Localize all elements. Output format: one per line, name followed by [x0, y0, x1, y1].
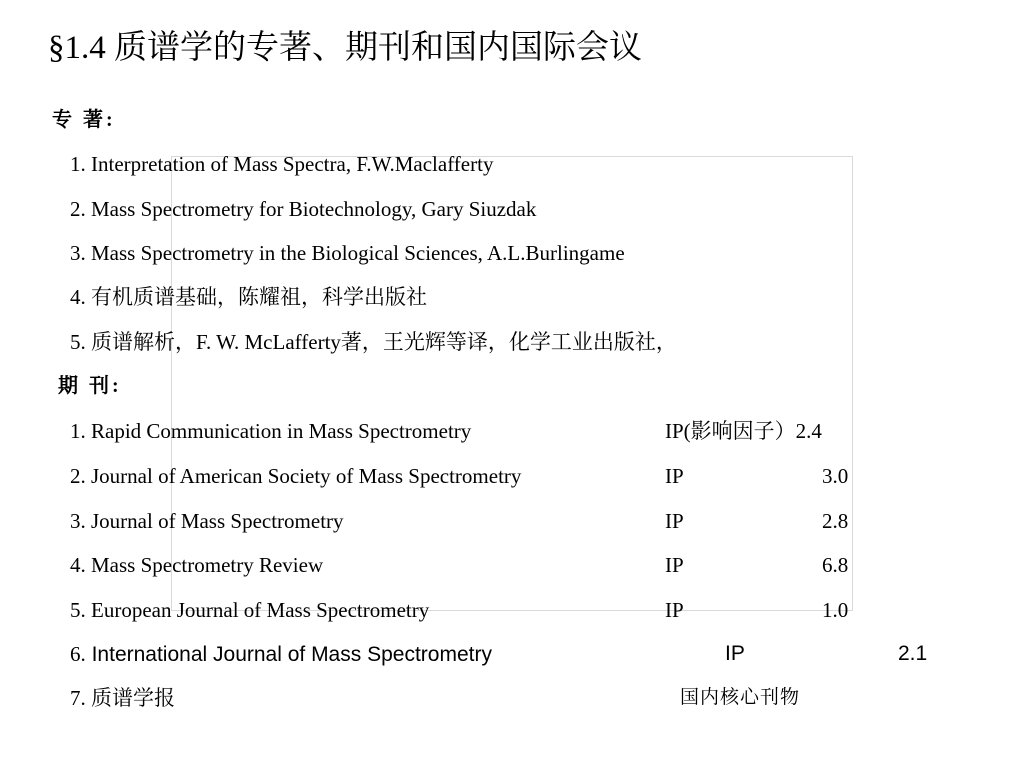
book-item-5: 5. 质谱解析，F. W. McLafferty著，王光辉等译，化学工业出版社，	[70, 330, 677, 354]
journal-row-5	[0, 595, 1024, 625]
background-frame	[171, 156, 853, 611]
journal-ip-value: 3.0	[822, 464, 849, 488]
journal-row-7	[0, 683, 1024, 713]
journal-ip-label: IP	[665, 598, 684, 622]
journal-tag: 国内核心刊物	[680, 687, 801, 708]
journal-ip-label: IP(影响因子）2.4	[665, 419, 822, 443]
books-heading: 专 著:	[52, 109, 116, 131]
journal-name: 1. Rapid Communication in Mass Spectrometry	[70, 419, 472, 443]
page-title: §1.4 质谱学的专著、期刊和国内国际会议	[48, 30, 642, 66]
journal-ip-value: 2.1	[898, 642, 928, 665]
journal-ip-label: IP	[665, 509, 684, 533]
journal-row-2	[0, 461, 1024, 491]
journal-ip-value: 2.8	[822, 509, 849, 533]
journals-heading: 期 刊:	[58, 375, 122, 397]
journal-ip-label: IP	[665, 464, 684, 488]
journal-name: 2. Journal of American Society of Mass Spectrometry	[70, 464, 522, 488]
book-item-1: 1. Interpretation of Mass Spectra, F.W.Maclafferty	[70, 152, 494, 176]
book-item-2: 2. Mass Spectrometry for Biotechnology, Gary Siuzdak	[70, 197, 537, 221]
journal-name: 5. European Journal of Mass Spectrometry	[70, 598, 430, 622]
journal-ip-label: IP	[665, 553, 684, 577]
journal-ip-value: 1.0	[822, 598, 849, 622]
journal-number: 6.	[70, 642, 86, 666]
journal-row-4	[0, 550, 1024, 580]
journal-title: International Journal of Mass Spectrometry	[91, 643, 492, 666]
journal-name: 7. 质谱学报	[70, 686, 175, 710]
journal-ip-value: 6.8	[822, 553, 849, 577]
journal-name: 3. Journal of Mass Spectrometry	[70, 509, 344, 533]
journal-name: 4. Mass Spectrometry Review	[70, 553, 324, 577]
journal-row-6	[0, 639, 1024, 669]
journal-row-1	[0, 416, 1024, 446]
book-item-4: 4. 有机质谱基础，陈耀祖，科学出版社	[70, 285, 427, 309]
journal-row-3	[0, 506, 1024, 536]
journal-ip-label: IP	[725, 642, 745, 665]
journal-name	[70, 639, 492, 670]
book-item-3: 3. Mass Spectrometry in the Biological Sciences, A.L.Burlingame	[70, 241, 625, 265]
